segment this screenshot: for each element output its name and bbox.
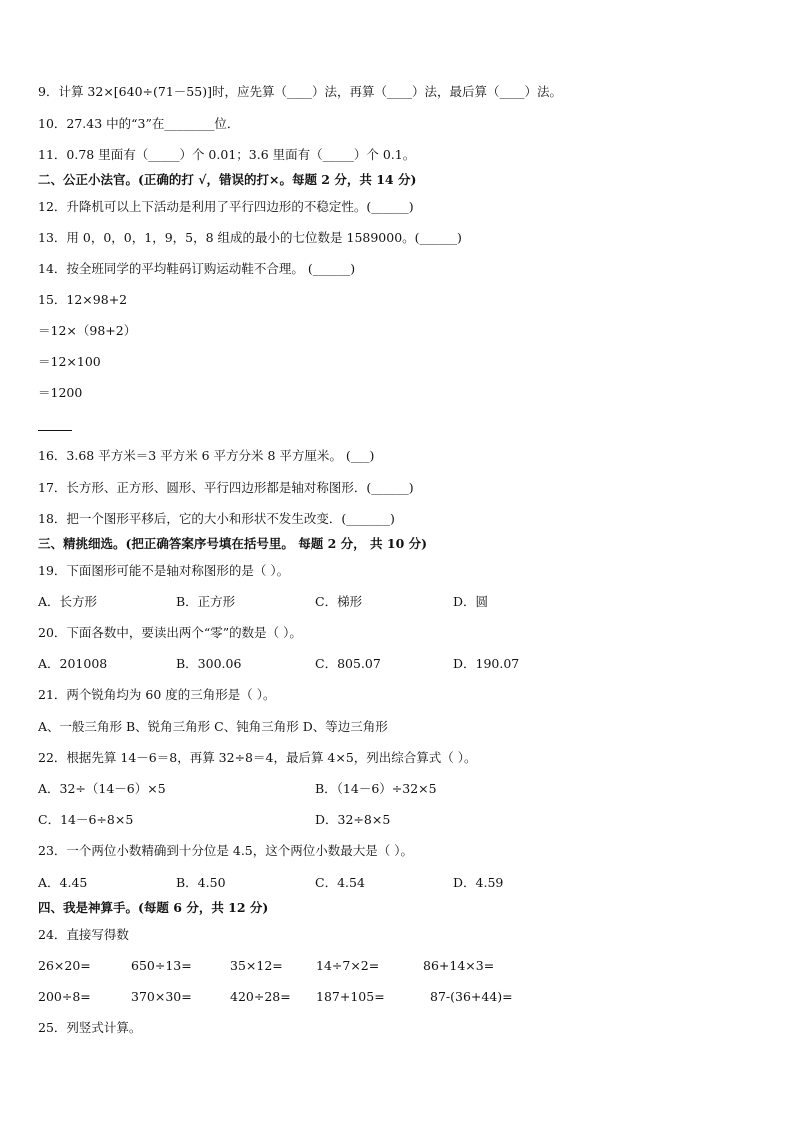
section-4-heading: 四、我是神算手。(每题 6 分，共 12 分) — [38, 900, 269, 915]
question-15-step-3: ＝1200 — [38, 385, 83, 400]
question-11: 11．0.78 里面有（_____）个 0.01；3.6 里面有（_____）个 0.1。 — [38, 147, 416, 162]
question-18: 18．把一个图形平移后，它的大小和形状不发生改变．(_______) — [38, 511, 395, 526]
calc-item: 420÷28= — [230, 989, 291, 1004]
option-19-d: D．圆 — [453, 594, 489, 609]
question-12: 12．升降机可以上下活动是利用了平行四边形的不稳定性。(______) — [38, 199, 414, 214]
question-20: 20．下面各数中，要读出两个“零”的数是（ ）。 — [38, 625, 302, 640]
section-2-heading: 二、公正小法官。(正确的打 √，错误的打×。每题 2 分，共 14 分) — [38, 172, 417, 187]
option-20-a: A．201008 — [38, 656, 108, 671]
question-16: 16．3.68 平方米＝3 平方米 6 平方分米 8 平方厘米。 (___) — [38, 448, 375, 463]
option-23-c: C．4.54 — [315, 875, 365, 890]
question-21-options: A、一般三角形 B、锐角三角形 C、钝角三角形 D、等边三角形 — [38, 719, 388, 734]
question-13: 13．用 0，0，0，1，9，5，8 组成的最小的七位数是 1589000。(______) — [38, 230, 462, 245]
option-20-d: D．190.07 — [453, 656, 520, 671]
calc-item: 14÷7×2= — [316, 958, 380, 973]
calc-item: 370×30= — [131, 989, 192, 1004]
question-25: 25．列竖式计算。 — [38, 1020, 142, 1035]
question-14: 14．按全班同学的平均鞋码订购运动鞋不合理。 (______) — [38, 261, 356, 276]
question-15-step-1: ＝12×（98+2） — [38, 323, 137, 338]
question-15-step-2: ＝12×100 — [38, 354, 101, 369]
calc-item: 26×20= — [38, 958, 91, 973]
question-10: 10．27.43 中的“3”在________位． — [38, 116, 240, 131]
calc-item: 187+105= — [316, 989, 385, 1004]
option-23-d: D．4.59 — [453, 875, 504, 890]
calc-item: 35×12= — [230, 958, 283, 973]
section-3-heading: 三、精挑细选。(把正确答案序号填在括号里。 每题 2 分， 共 10 分) — [38, 536, 428, 551]
option-20-b: B．300.06 — [176, 656, 242, 671]
option-22-c: C．14－6÷8×5 — [38, 812, 134, 827]
question-23: 23．一个两位小数精确到十分位是 4.5，这个两位小数最大是（ ）。 — [38, 843, 413, 858]
option-23-b: B．4.50 — [176, 875, 226, 890]
option-22-a: A．32÷（14－6）×5 — [38, 781, 166, 796]
option-22-d: D．32÷8×5 — [315, 812, 391, 827]
calc-item: 86+14×3= — [423, 958, 495, 973]
question-15: 15．12×98+2 — [38, 292, 128, 307]
calc-item: 87-(36+44)= — [430, 989, 513, 1004]
option-19-a: A．长方形 — [38, 594, 98, 609]
question-22: 22．根据先算 14－6＝8，再算 32÷8＝4，最后算 4×5，列出综合算式（ ）。 — [38, 750, 477, 765]
option-19-c: C．梯形 — [315, 594, 363, 609]
question-21: 21．两个锐角均为 60 度的三角形是（ ）。 — [38, 687, 276, 702]
option-20-c: C．805.07 — [315, 656, 381, 671]
question-17: 17．长方形、正方形、圆形、平行四边形都是轴对称图形．(______) — [38, 480, 414, 495]
question-19: 19．下面图形可能不是轴对称图形的是（ ）。 — [38, 563, 290, 578]
question-9: 9．计算 32×[640÷(71－55)]时，应先算（____）法，再算（____）法，最后算（____）法。 — [38, 84, 562, 99]
option-19-b: B．正方形 — [176, 594, 236, 609]
answer-line — [38, 430, 72, 431]
option-22-b: B．（14－6）÷32×5 — [315, 781, 437, 796]
calc-item: 200÷8= — [38, 989, 91, 1004]
question-24: 24．直接写得数 — [38, 927, 129, 942]
calc-item: 650÷13= — [131, 958, 192, 973]
option-23-a: A．4.45 — [38, 875, 88, 890]
